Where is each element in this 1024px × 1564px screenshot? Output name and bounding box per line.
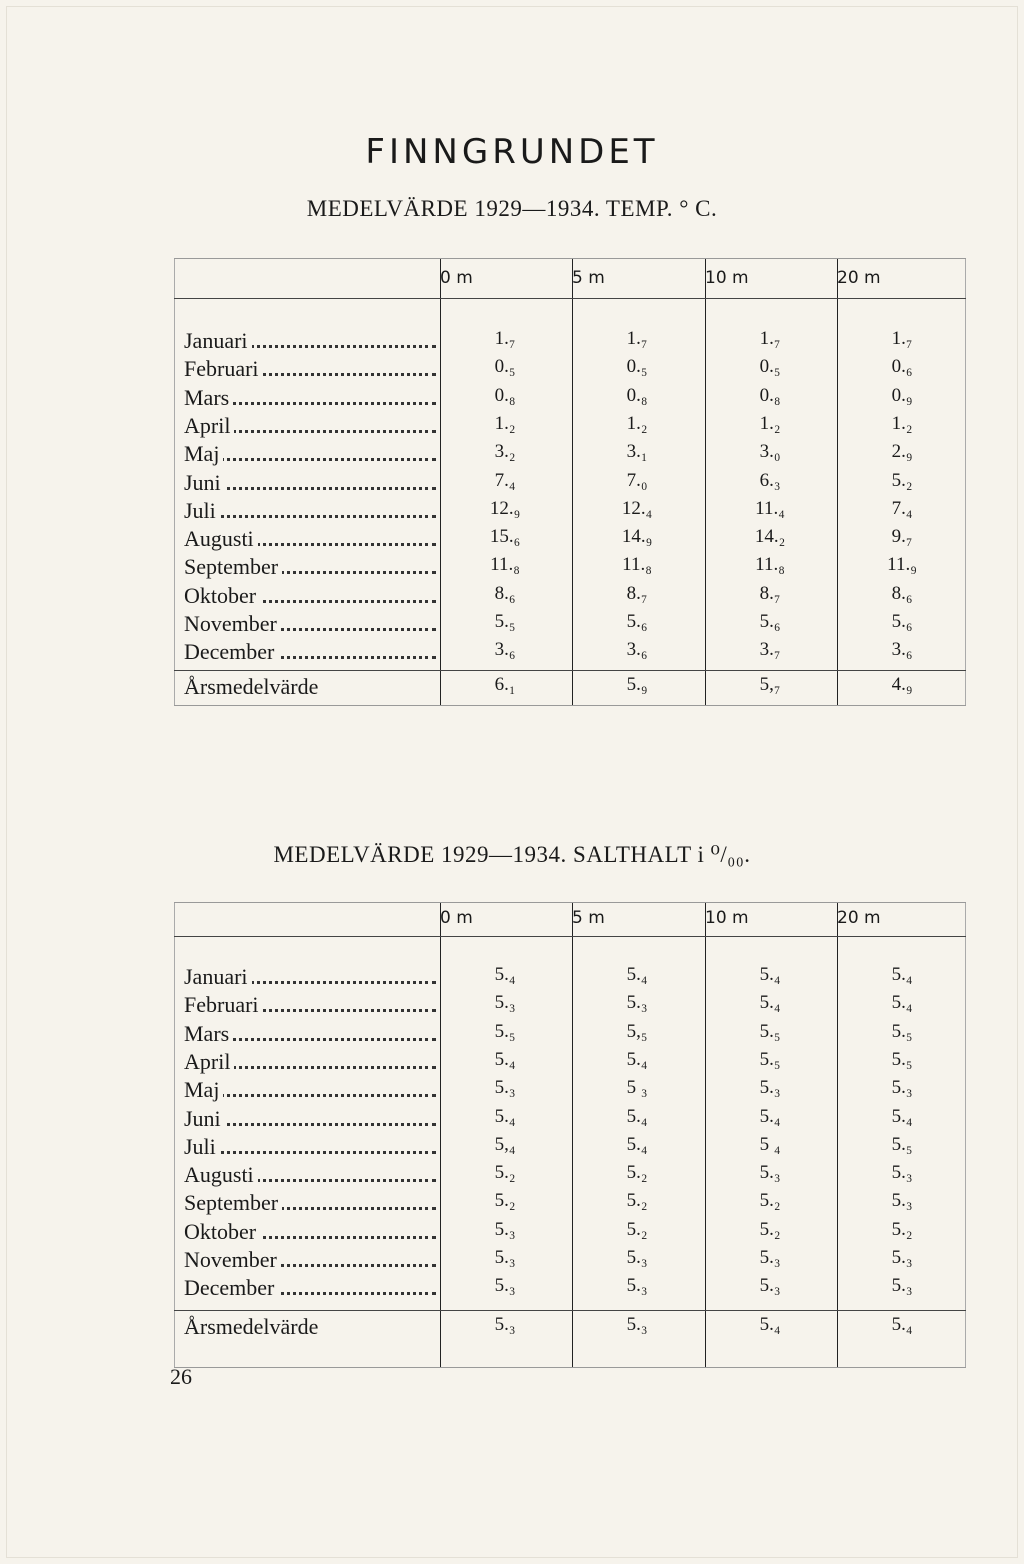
salt-table xyxy=(174,902,966,1368)
value-cell: 3.₇ xyxy=(759,639,781,661)
value-cell: 3.₁ xyxy=(626,441,648,463)
column-header: 0 m xyxy=(440,268,473,288)
table-row xyxy=(174,498,966,527)
value-cell: 0.₉ xyxy=(891,384,913,406)
value-cell: 14.₂ xyxy=(754,526,786,548)
table-top-rule xyxy=(174,902,966,903)
value-cell: 3.₆ xyxy=(494,639,516,661)
value-cell: 5 ₄ xyxy=(759,1133,781,1155)
row-label: Augusti xyxy=(184,526,440,552)
table-row xyxy=(174,356,966,385)
value-cell: 12.₄ xyxy=(621,497,653,519)
value-cell: 5.₄ xyxy=(626,1133,648,1155)
table-row xyxy=(174,639,966,668)
value-cell: 3.₀ xyxy=(759,441,781,463)
value-cell: 5.₂ xyxy=(626,1190,648,1212)
value-cell: 5,₅ xyxy=(626,1020,648,1042)
value-cell: 5.₃ xyxy=(494,992,516,1014)
row-label: Mars xyxy=(184,385,440,411)
value-cell: 5.₄ xyxy=(494,964,516,985)
value-cell: 3.₆ xyxy=(891,639,913,661)
table-bottom-rule xyxy=(174,705,966,706)
row-label: Oktober xyxy=(184,1219,440,1245)
value-cell: 5.₄ xyxy=(494,1048,516,1070)
row-label: April xyxy=(184,1049,440,1075)
value-cell: 5.₂ xyxy=(759,1218,781,1240)
table-row xyxy=(174,470,966,499)
row-label: Januari xyxy=(184,328,440,354)
value-cell: 8.₆ xyxy=(891,582,913,604)
header-rule xyxy=(174,298,966,299)
temp-table-title: MEDELVÄRDE 1929—1934. TEMP. ° C. xyxy=(306,196,718,221)
column-header: 10 m xyxy=(705,268,749,288)
row-label: November xyxy=(184,611,440,637)
value-cell: 5.₂ xyxy=(891,1218,913,1240)
value-cell: 5.₂ xyxy=(626,1218,648,1240)
value-cell: 5.₃ xyxy=(494,1275,516,1297)
row-label: Maj xyxy=(184,441,440,467)
row-label: Juli xyxy=(184,1134,440,1160)
table-row xyxy=(174,1134,966,1163)
value-cell: 5.₆ xyxy=(891,611,913,632)
value-cell: 5.₆ xyxy=(626,611,648,632)
value-cell: 0.₅ xyxy=(626,356,648,378)
value-cell: 5.₃ xyxy=(891,1247,913,1268)
value-cell: 0.₆ xyxy=(891,356,913,378)
value-cell: 5.₅ xyxy=(759,1020,781,1042)
value-cell: 5.₄ xyxy=(759,992,781,1014)
row-label: Februari xyxy=(184,992,440,1018)
column-header: 20 m xyxy=(837,908,881,928)
row-label: Juli xyxy=(184,498,440,524)
value-cell: 5.₃ xyxy=(891,1275,913,1297)
temp-table xyxy=(174,258,966,706)
value-cell: 5.₅ xyxy=(891,1133,913,1155)
value-cell: 5.₃ xyxy=(759,1162,781,1184)
value-cell: 5.₃ xyxy=(494,1218,516,1240)
table-row xyxy=(174,1275,966,1304)
value-cell: 5.₂ xyxy=(494,1162,516,1184)
column-header: 0 m xyxy=(440,908,473,928)
row-label: April xyxy=(184,413,440,439)
row-label: Januari xyxy=(184,964,440,990)
table-bottom-rule xyxy=(174,1367,966,1368)
salt-table-title: MEDELVÄRDE 1929—1934. SALTHALT i ⁰/₀₀. xyxy=(273,842,751,867)
table-row xyxy=(174,611,966,640)
value-cell: 5.₂ xyxy=(494,1190,516,1212)
value-cell: 2.₉ xyxy=(891,441,913,463)
row-label: Juni xyxy=(184,1106,440,1132)
value-cell: 0.₅ xyxy=(494,356,516,378)
dot-leader xyxy=(184,515,436,518)
value-cell: 1.₂ xyxy=(626,412,648,434)
summary-rule xyxy=(174,670,966,671)
value-cell: 1.₂ xyxy=(891,412,913,434)
value-cell: 0.₅ xyxy=(759,356,781,378)
value-cell: 5.₅ xyxy=(494,611,516,632)
value-cell: 14.₉ xyxy=(621,526,653,548)
value-cell: 5.₉ xyxy=(626,674,648,695)
value-cell: 3.₆ xyxy=(626,639,648,661)
row-label: September xyxy=(184,1190,440,1216)
value-cell: 5.₃ xyxy=(494,1314,516,1335)
value-cell: 5.₃ xyxy=(626,1275,648,1297)
row-label: Juni xyxy=(184,470,440,496)
column-header: 5 m xyxy=(572,268,605,288)
value-cell: 1.₂ xyxy=(759,412,781,434)
summary-row xyxy=(174,1314,966,1343)
value-cell: 5.₃ xyxy=(626,1247,648,1268)
value-cell: 5.₂ xyxy=(759,1190,781,1212)
value-cell: 5.₆ xyxy=(759,611,781,632)
value-cell: 5.₄ xyxy=(759,964,781,985)
header-rule xyxy=(174,936,966,937)
value-cell: 5.₅ xyxy=(759,1048,781,1070)
row-label: December xyxy=(184,1275,440,1301)
value-cell: 1.₇ xyxy=(759,328,781,349)
value-cell: 5.₄ xyxy=(626,964,648,985)
value-cell: 0.₈ xyxy=(626,384,648,406)
value-cell: 5.₃ xyxy=(626,1314,648,1335)
page-title: FINNGRUNDET xyxy=(365,132,659,172)
row-label: Mars xyxy=(184,1021,440,1047)
table-row xyxy=(174,1190,966,1219)
value-cell: 5.₃ xyxy=(759,1275,781,1297)
row-label: Maj xyxy=(184,1077,440,1103)
table-row xyxy=(174,385,966,414)
page-number: 26 xyxy=(170,1364,192,1389)
value-cell: 1.₂ xyxy=(494,412,516,434)
table-row xyxy=(174,554,966,583)
value-cell: 5.₄ xyxy=(891,992,913,1014)
value-cell: 5 ₃ xyxy=(626,1077,648,1099)
value-cell: 5.₃ xyxy=(891,1162,913,1184)
value-cell: 6.₁ xyxy=(494,674,516,695)
row-label: November xyxy=(184,1247,440,1273)
value-cell: 5.₃ xyxy=(759,1247,781,1268)
row-label: Årsmedelvärde xyxy=(184,1314,440,1340)
value-cell: 5.₃ xyxy=(891,1190,913,1212)
value-cell: 5.₄ xyxy=(891,1105,913,1127)
value-cell: 11.₉ xyxy=(887,554,917,576)
table-row xyxy=(174,441,966,470)
dot-leader xyxy=(184,1151,436,1154)
value-cell: 4.₉ xyxy=(891,674,913,695)
row-label: September xyxy=(184,554,440,580)
column-header: 5 m xyxy=(572,908,605,928)
value-cell: 7.₄ xyxy=(891,497,913,519)
value-cell: 9.₇ xyxy=(891,526,913,548)
row-label: Oktober xyxy=(184,583,440,609)
value-cell: 5.₂ xyxy=(891,469,913,491)
table-top-rule xyxy=(174,258,966,259)
value-cell: 0.₈ xyxy=(759,384,781,406)
value-cell: 7.₄ xyxy=(494,469,516,491)
value-cell: 8.₆ xyxy=(494,582,516,604)
table-row xyxy=(174,1219,966,1248)
value-cell: 11.₈ xyxy=(490,554,520,576)
value-cell: 8.₇ xyxy=(759,582,781,604)
value-cell: 1.₇ xyxy=(494,328,516,349)
value-cell: 3.₂ xyxy=(494,441,516,463)
table-row xyxy=(174,328,966,357)
value-cell: 0.₈ xyxy=(494,384,516,406)
value-cell: 5.₃ xyxy=(891,1077,913,1099)
value-cell: 5.₂ xyxy=(626,1162,648,1184)
value-cell: 5.₄ xyxy=(891,1314,913,1335)
value-cell: 5.₃ xyxy=(494,1247,516,1268)
value-cell: 5.₃ xyxy=(494,1077,516,1099)
column-header: 10 m xyxy=(705,908,749,928)
table-row xyxy=(174,1247,966,1276)
value-cell: 11.₄ xyxy=(755,497,785,519)
value-cell: 5.₅ xyxy=(891,1048,913,1070)
value-cell: 5.₄ xyxy=(626,1048,648,1070)
value-cell: 5.₄ xyxy=(759,1314,781,1335)
value-cell: 1.₇ xyxy=(891,328,913,349)
value-cell: 5.₃ xyxy=(759,1077,781,1099)
value-cell: 15.₆ xyxy=(489,526,521,548)
table-row xyxy=(174,1021,966,1050)
value-cell: 12.₉ xyxy=(489,497,521,519)
value-cell: 5.₅ xyxy=(891,1020,913,1042)
value-cell: 5.₄ xyxy=(891,964,913,985)
value-cell: 8.₇ xyxy=(626,582,648,604)
value-cell: 5,₇ xyxy=(759,674,781,695)
table-row xyxy=(174,1162,966,1191)
table-row xyxy=(174,583,966,612)
value-cell: 11.₈ xyxy=(622,554,652,576)
row-label: Augusti xyxy=(184,1162,440,1188)
value-cell: 6.₃ xyxy=(759,469,781,491)
value-cell: 7.₀ xyxy=(626,469,648,491)
table-row xyxy=(174,1077,966,1106)
row-label: December xyxy=(184,639,440,665)
value-cell: 5.₃ xyxy=(626,992,648,1014)
table-row xyxy=(174,413,966,442)
table-row xyxy=(174,964,966,993)
value-cell: 1.₇ xyxy=(626,328,648,349)
value-cell: 5.₄ xyxy=(759,1105,781,1127)
table-row xyxy=(174,992,966,1021)
value-cell: 5.₄ xyxy=(494,1105,516,1127)
summary-row xyxy=(174,674,966,703)
value-cell: 5,₄ xyxy=(494,1133,516,1155)
table-row xyxy=(174,1106,966,1135)
row-label: Årsmedelvärde xyxy=(184,674,440,700)
value-cell: 11.₈ xyxy=(755,554,785,576)
table-row xyxy=(174,526,966,555)
value-cell: 5.₅ xyxy=(494,1020,516,1042)
summary-rule xyxy=(174,1310,966,1311)
value-cell: 5.₄ xyxy=(626,1105,648,1127)
column-header: 20 m xyxy=(837,268,881,288)
table-row xyxy=(174,1049,966,1078)
row-label: Februari xyxy=(184,356,440,382)
